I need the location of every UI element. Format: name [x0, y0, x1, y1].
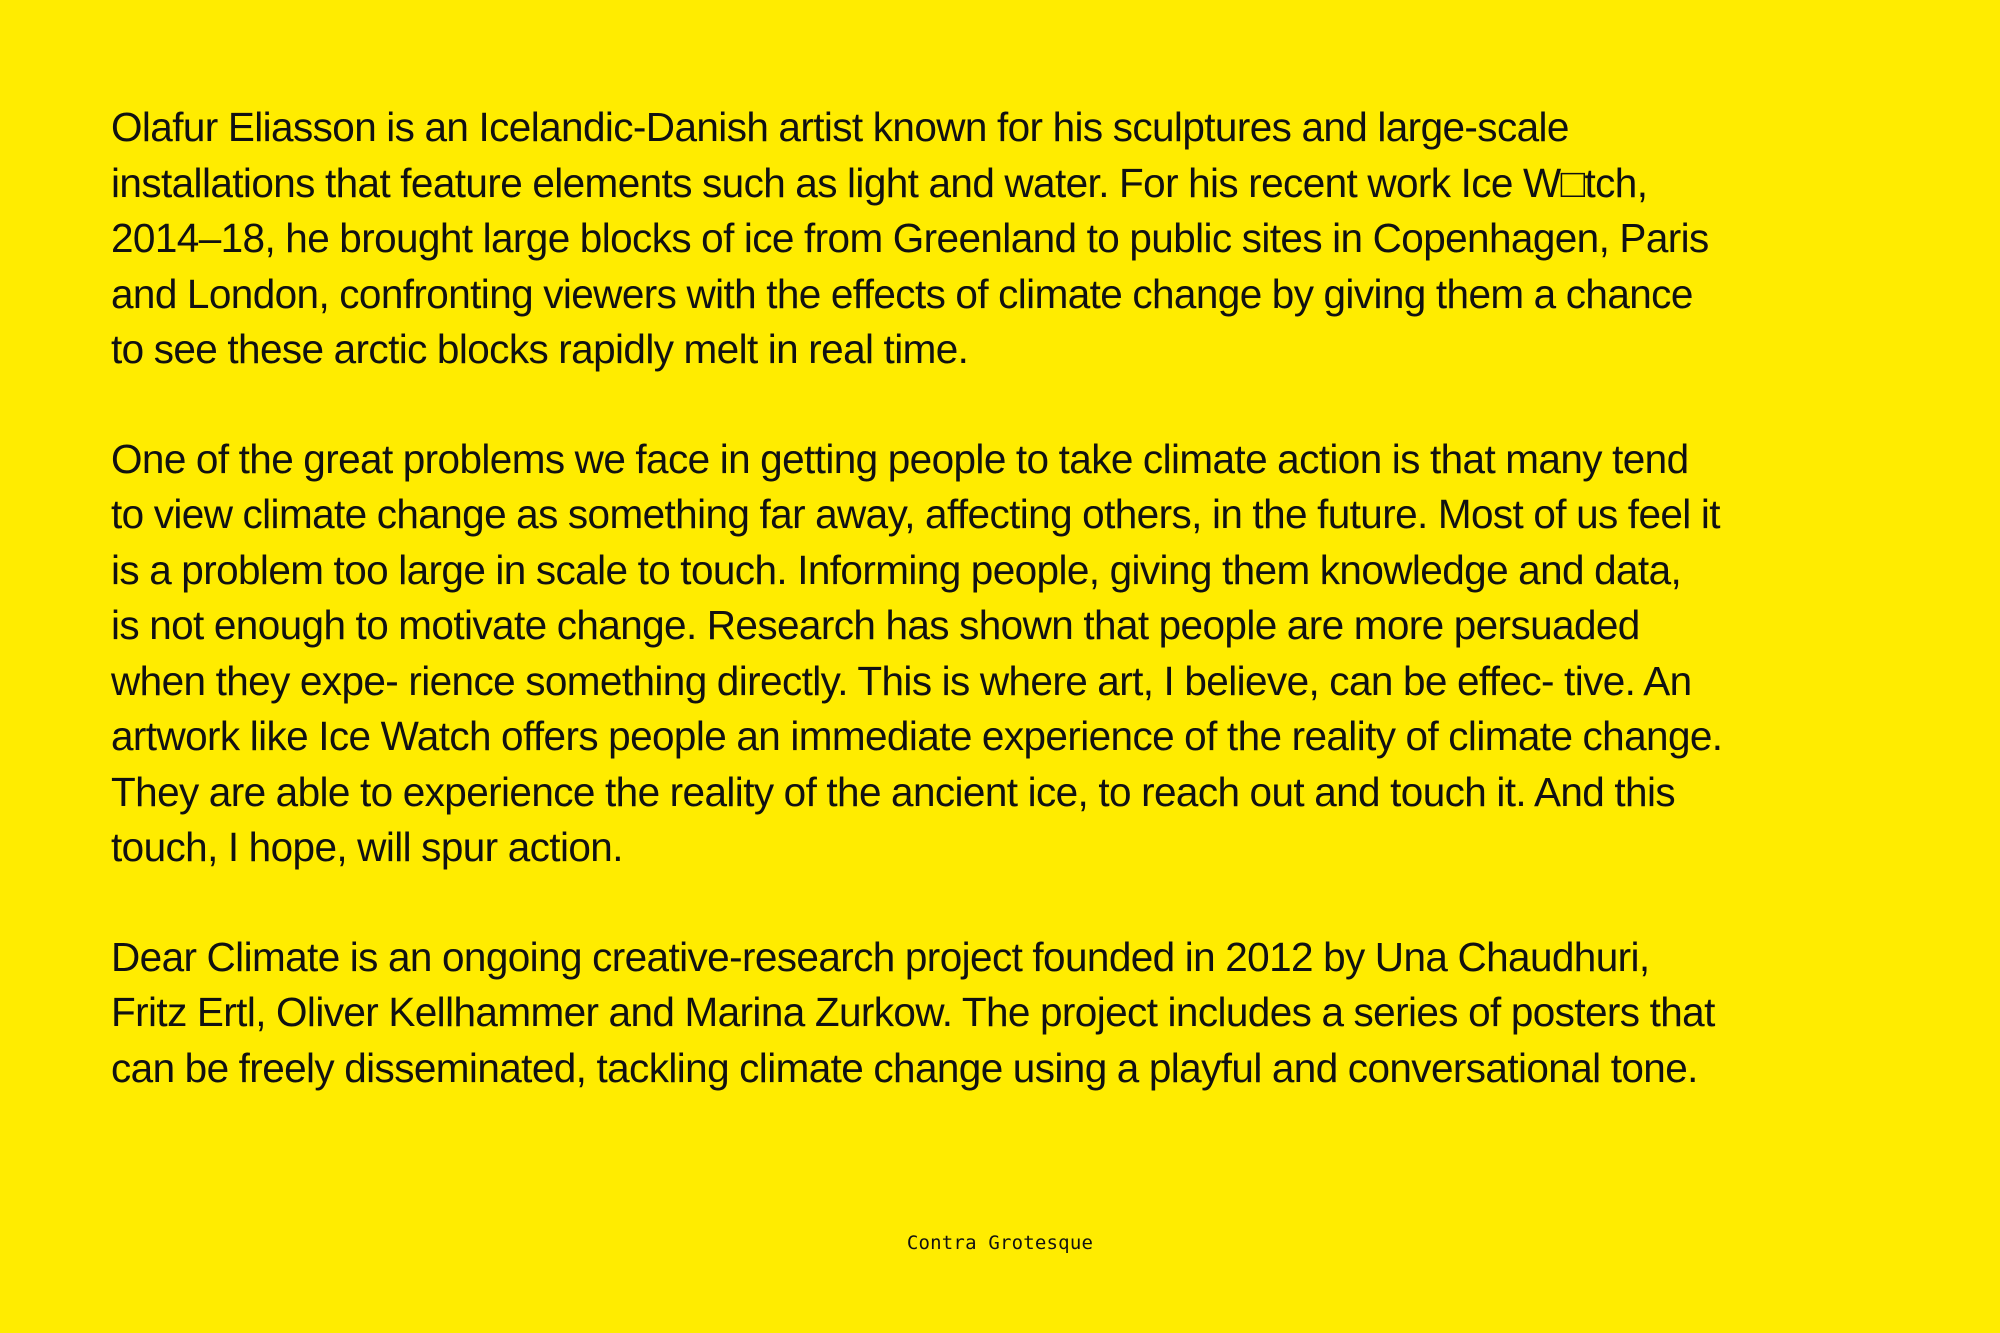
paragraph-olafur-eliasson [111, 100, 1901, 378]
text-line: Olafur Eliasson is an Icelandic-Danish artist known for his sculptures and large-scale [111, 104, 1569, 150]
text-line: when they expe- rience something directly. This is where art, I believe, can be effec- tive. An [111, 657, 1692, 704]
paragraph-climate-action [111, 432, 1901, 876]
text-line: can be freely disseminated, tackling climate change using a playful and conversational tone. [111, 1044, 1698, 1091]
text-line: is not enough to motivate change. Research has shown that people are more persuaded [111, 602, 1640, 648]
text-line: Dear Climate is an ongoing creative-research project founded in 2012 by Una Chaudhuri, [111, 933, 1650, 980]
text-line: They are able to experience the reality of the ancient ice, to reach out and touch it. And this [111, 768, 1676, 815]
text-line: touch, I hope, will spur action. [111, 824, 623, 870]
text-line: is a problem too large in scale to touch. Informing people, giving them knowledge and data, [111, 546, 1682, 593]
text-line: to view climate change as something far away, affecting others, in the future. Most of us feel it [111, 491, 1720, 537]
text-line: One of the great problems we face in getting people to take climate action is that many tend [111, 435, 1689, 482]
text-line: Fritz Ertl, Oliver Kellhammer and Marina Zurkow. The project includes a series of posters that [111, 989, 1715, 1035]
text-line: and London, confronting viewers with the effects of climate change by giving them a chance [111, 270, 1693, 317]
text-line: installations that feature elements such as light and water. For his recent work Ice W□tch, [111, 159, 1648, 206]
font-name-caption: Contra Grotesque [906, 1232, 1094, 1254]
text-line: 2014–18, he brought large blocks of ice from Greenland to public sites in Copenhagen, Paris [111, 215, 1709, 261]
text-line: to see these arctic blocks rapidly melt in real time. [111, 326, 969, 372]
text-line: artwork like Ice Watch offers people an immediate experience of the reality of climate change. [111, 713, 1723, 759]
paragraph-dear-climate [111, 930, 1901, 1097]
type-specimen [111, 100, 1901, 1150]
